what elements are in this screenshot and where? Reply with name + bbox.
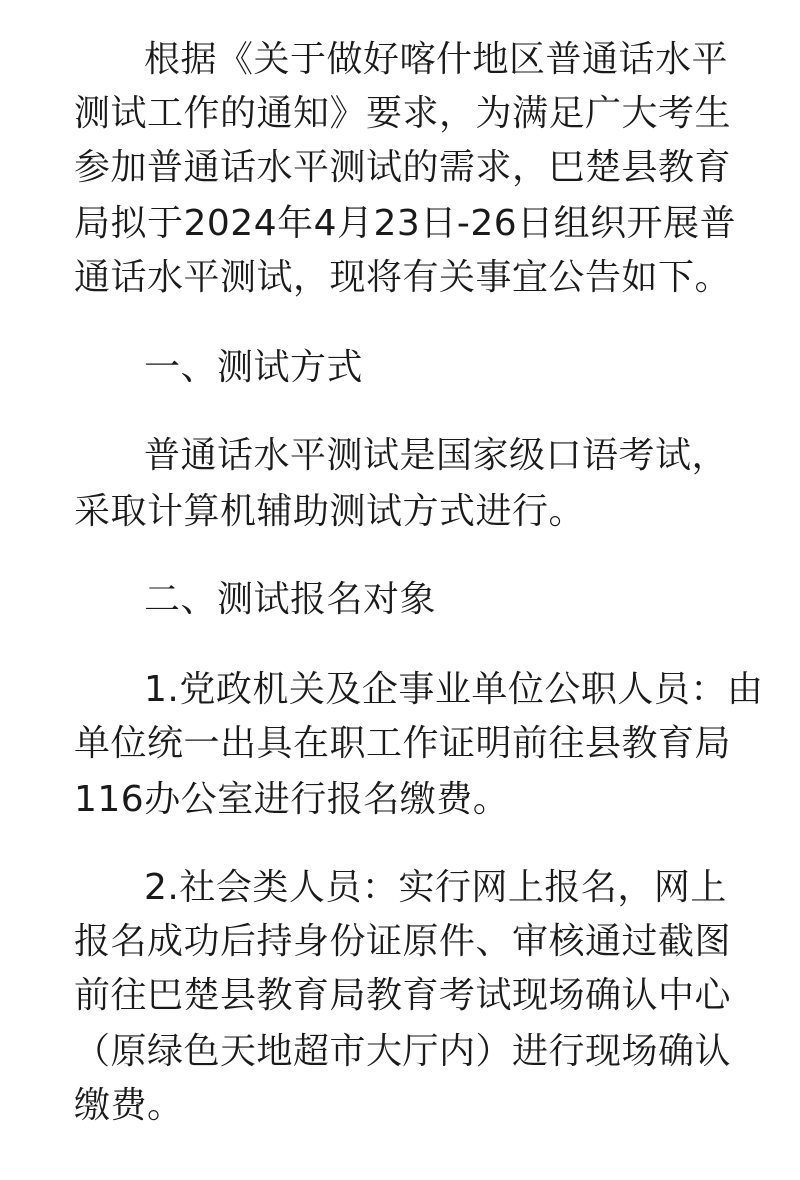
- paragraph-4-line-1: 2.社会类人员：实行网上报名，网上: [144, 867, 727, 908]
- paragraph-4-line-2: 报名成功后持身份证原件、审核通过截图: [74, 921, 732, 962]
- paragraph-1-line-5: 通话水平测试，现将有关事宜公告如下。: [74, 257, 732, 298]
- paragraph-1-line-4: 局拟于2024年4月23日-26日组织开展普: [74, 203, 737, 244]
- paragraph-4-line-4: （原绿色天地超市大厅内）进行现场确认: [74, 1031, 732, 1072]
- paragraph-4-line-5: 缴费。: [74, 1085, 184, 1126]
- paragraph-3-line-1: 1.党政机关及企事业单位公职人员：由: [144, 669, 764, 710]
- paragraph-2-line-2: 采取计算机辅助测试方式进行。: [74, 491, 586, 532]
- paragraph-1-line-1: 根据《关于做好喀什地区普通话水平: [144, 39, 729, 80]
- section-heading-test-method: 一、测试方式: [144, 347, 364, 388]
- paragraph-3-line-2: 单位统一出具在职工作证明前往县教育局: [74, 723, 732, 764]
- paragraph-1-line-2: 测试工作的通知》要求，为满足广大考生: [74, 93, 732, 134]
- paragraph-1-line-3: 参加普通话水平测试的需求，巴楚县教育: [74, 147, 732, 188]
- section-heading-registration-targets: 二、测试报名对象: [144, 579, 437, 620]
- paragraph-3-line-3: 116办公室进行报名缴费。: [74, 779, 510, 820]
- paragraph-4-line-3: 前往巴楚县教育局教育考试现场确认中心: [74, 975, 732, 1016]
- paragraph-2-line-1: 普通话水平测试是国家级口语考试，: [144, 435, 729, 476]
